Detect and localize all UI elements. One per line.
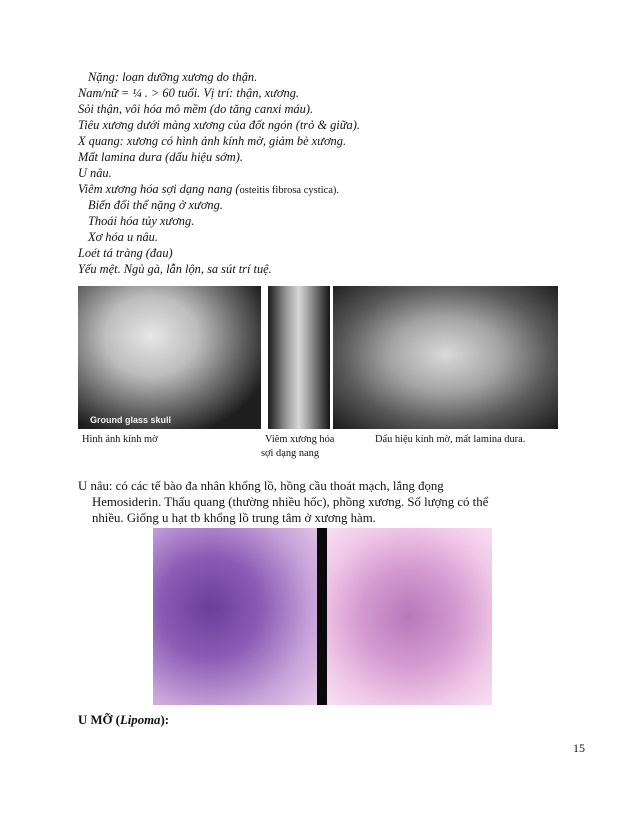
line-lamina-dura: Mất lamina dura (dấu hiệu sớm). bbox=[78, 150, 243, 164]
dental-xray-image bbox=[333, 286, 558, 429]
line-ratio: Nam/nữ = ¼ . > 60 tuổi. Vị trí: thận, xương. bbox=[78, 86, 299, 100]
histology-image-high-power bbox=[327, 528, 492, 705]
line-osteitis-text: Viêm xương hóa sợi dạng nang ( bbox=[78, 182, 240, 196]
line-ulcer: Loét tá tràng (đau) bbox=[78, 246, 173, 260]
line-osteitis-end: ). bbox=[332, 185, 339, 196]
skull-image-label: Ground glass skull bbox=[90, 415, 172, 425]
caption-lamina-dura: Dấu hiệu kính mờ, mất lamina dura. bbox=[375, 434, 526, 445]
brown-tumor-line-1: U nâu: có các tế bào đa nhân khổng lồ, hồng cầu thoát mạch, lắng đọng bbox=[78, 479, 444, 493]
line-bone-resorption: Tiêu xương dưới màng xương của đốt ngón (trỏ & giữa). bbox=[78, 118, 360, 132]
line-osteitis bbox=[78, 182, 339, 198]
page-number: 15 bbox=[573, 741, 585, 755]
brown-tumor-line-2: Hemosiderin. Thấu quang (thường nhiều hốc), phồng xương. Số lượng có thể bbox=[92, 495, 489, 509]
line-xray: X quang: xương có hình ảnh kính mờ, giảm bè xương. bbox=[78, 134, 347, 148]
line-fatigue: Yếu mệt. Ngủ gà, lẫn lộn, sa sút trí tuệ. bbox=[78, 262, 272, 276]
lipoma-heading-text: U MỠ ( bbox=[78, 713, 120, 727]
lipoma-heading-latin: Lipoma bbox=[119, 713, 161, 727]
line-kidney-stones: Sỏi thận, vôi hóa mô mềm (do tăng canxi máu). bbox=[78, 102, 314, 116]
caption-ground-glass: Hình ảnh kính mờ bbox=[82, 434, 158, 445]
brown-tumor-line-3: nhiều. Giống u hạt tb khổng lồ trung tâm ở xương hàm. bbox=[92, 511, 376, 525]
line-bone-change: Biến đổi thể nặng ở xương. bbox=[88, 198, 223, 212]
bone-xray-image bbox=[268, 286, 330, 429]
line-fibrosis: Xơ hóa u nâu. bbox=[88, 230, 158, 244]
line-osteitis-latin: osteitis fibrosa cystica bbox=[239, 185, 333, 196]
histology-divider bbox=[317, 528, 327, 705]
lipoma-heading-end: ): bbox=[160, 713, 169, 727]
skull-xray-image bbox=[78, 286, 261, 429]
caption-osteitis-1: Viêm xương hóa bbox=[265, 434, 335, 445]
lipoma-heading bbox=[78, 712, 169, 728]
line-severe: Nặng: loạn dưỡng xương do thận. bbox=[88, 70, 258, 84]
histology-image-low-power bbox=[153, 528, 317, 705]
line-marrow: Thoái hóa tủy xương. bbox=[88, 214, 195, 228]
caption-osteitis-2: sợi dạng nang bbox=[261, 448, 320, 459]
line-brown-tumor: U nâu. bbox=[78, 166, 112, 180]
